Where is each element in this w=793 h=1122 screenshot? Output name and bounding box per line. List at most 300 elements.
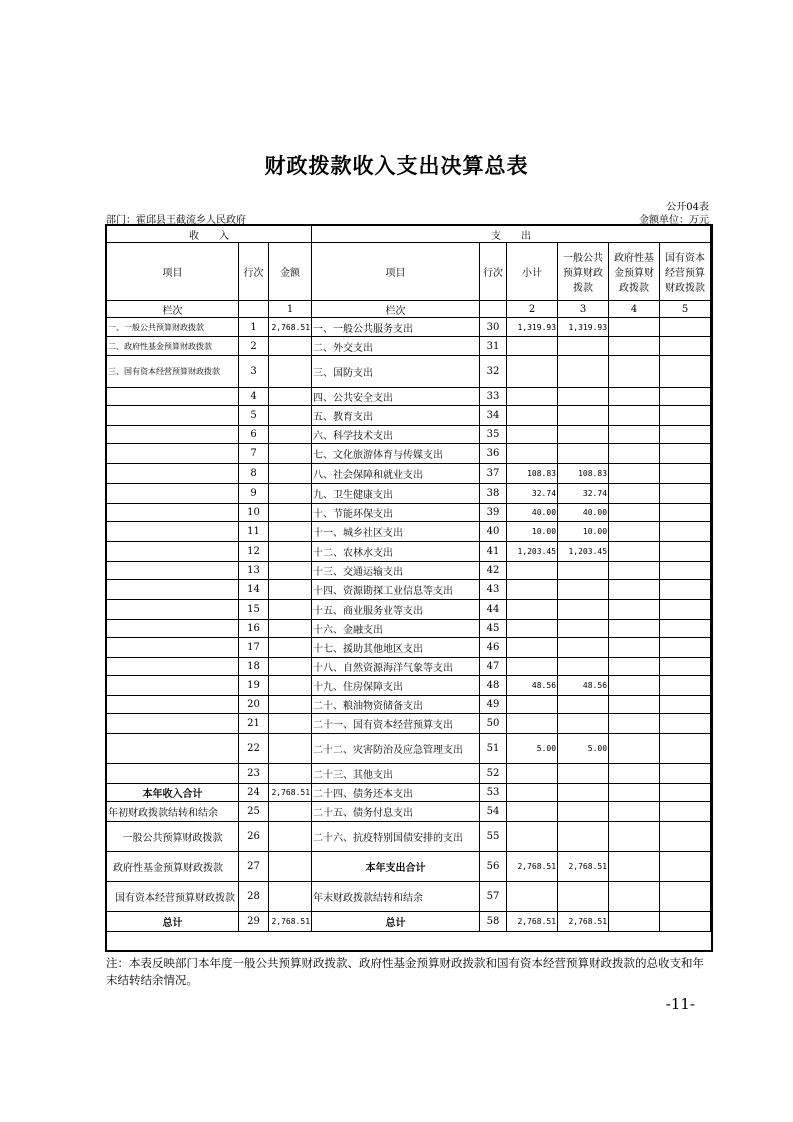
- income-item: [107, 444, 239, 464]
- table-row: [107, 764, 711, 784]
- unit-label: 金额单位：万元: [639, 215, 709, 226]
- expense-soe-capital: [660, 406, 711, 426]
- expense-row-number: 50: [480, 714, 507, 734]
- expense-row-number: 54: [480, 802, 507, 822]
- expense-row-number: 58: [480, 912, 507, 932]
- expense-row-number: 52: [480, 764, 507, 784]
- expense-row-number: 39: [480, 504, 507, 522]
- expense-subtotal: [507, 426, 558, 444]
- expense-general-budget: [558, 764, 609, 784]
- col-index-2: 2: [507, 301, 558, 318]
- expense-subtotal: [507, 638, 558, 658]
- expense-item: 七、文化旅游体育与传媒支出: [312, 444, 480, 464]
- table-row: [107, 388, 711, 406]
- expense-row-number: 41: [480, 542, 507, 562]
- expense-row-number: 43: [480, 580, 507, 600]
- income-item: 一、一般公共预算财政拨款: [107, 318, 239, 337]
- income-row-number: 22: [239, 734, 269, 764]
- expense-item: 二十、粮油物资储备支出: [312, 696, 480, 714]
- expense-general-budget: [558, 696, 609, 714]
- expense-gov-fund: [609, 912, 660, 932]
- expense-soe-capital: [660, 504, 711, 522]
- expense-subtotal: [507, 764, 558, 784]
- expense-soe-capital: [660, 522, 711, 542]
- income-item: [107, 638, 239, 658]
- expense-general-budget: 2,768.51: [558, 852, 609, 882]
- income-row-number: 17: [239, 638, 269, 658]
- expense-subtotal: 108.83: [507, 464, 558, 484]
- page-title: 财政拨款收入支出决算总表: [264, 153, 529, 178]
- expense-gov-fund: [609, 658, 660, 676]
- income-amount: [269, 388, 312, 406]
- expense-subtotal: [507, 580, 558, 600]
- expense-item: 八、社会保障和就业支出: [312, 464, 480, 484]
- expense-item: 年末财政拨款结转和结余: [312, 882, 480, 912]
- expense-gov-fund: [609, 388, 660, 406]
- col-index-5: 5: [660, 301, 711, 318]
- expense-subtotal: [507, 337, 558, 356]
- income-amount: [269, 638, 312, 658]
- expense-general-budget: [558, 406, 609, 426]
- table-row: [107, 734, 711, 764]
- col-index-label: 栏次: [107, 301, 239, 318]
- table-row: [107, 696, 711, 714]
- expense-subtotal: [507, 406, 558, 426]
- expense-soe-capital: [660, 464, 711, 484]
- income-item: 政府性基金预算财政拨款: [107, 852, 239, 882]
- expense-soe-capital: [660, 337, 711, 356]
- expense-item: 二十二、灾害防治及应急管理支出: [312, 734, 480, 764]
- income-row-number: 19: [239, 676, 269, 696]
- col-index-empty: [480, 301, 507, 318]
- income-amount: 2,768.51: [269, 784, 312, 802]
- expense-general-budget: 10.00: [558, 522, 609, 542]
- expense-soe-capital: [660, 318, 711, 337]
- income-row-number: 3: [239, 356, 269, 388]
- expense-row-number: 42: [480, 562, 507, 580]
- col-header-expense-item: 项目: [312, 243, 480, 301]
- expense-subtotal: [507, 562, 558, 580]
- expense-general-budget: [558, 638, 609, 658]
- income-amount: [269, 484, 312, 504]
- expense-item: 十九、住房保障支出: [312, 676, 480, 696]
- income-item: [107, 562, 239, 580]
- table-row: [107, 318, 711, 337]
- expense-subtotal: 32.74: [507, 484, 558, 504]
- income-amount: [269, 444, 312, 464]
- income-row-number: 25: [239, 802, 269, 822]
- expense-soe-capital: [660, 882, 711, 912]
- table-row: [107, 882, 711, 912]
- expense-general-budget: 5.00: [558, 734, 609, 764]
- income-amount: [269, 464, 312, 484]
- expense-soe-capital: [660, 388, 711, 406]
- expense-gov-fund: [609, 784, 660, 802]
- expense-subtotal: [507, 620, 558, 638]
- expense-general-budget: 40.00: [558, 504, 609, 522]
- income-row-number: 11: [239, 522, 269, 542]
- income-row-number: 1: [239, 318, 269, 337]
- expense-gov-fund: [609, 580, 660, 600]
- income-item: 三、国有资本经营预算财政拨款: [107, 356, 239, 388]
- expense-gov-fund: [609, 620, 660, 638]
- income-row-number: 14: [239, 580, 269, 600]
- expense-general-budget: 1,203.45: [558, 542, 609, 562]
- income-amount: [269, 406, 312, 426]
- expense-general-budget: [558, 580, 609, 600]
- page-number: -11-: [665, 995, 695, 1013]
- expense-soe-capital: [660, 426, 711, 444]
- expense-gov-fund: [609, 822, 660, 852]
- table-row: [107, 658, 711, 676]
- expense-subtotal: 5.00: [507, 734, 558, 764]
- expense-row-number: 48: [480, 676, 507, 696]
- income-item: [107, 734, 239, 764]
- income-row-number: 26: [239, 822, 269, 852]
- income-row-number: 27: [239, 852, 269, 882]
- table-row: [107, 852, 711, 882]
- expense-gov-fund: [609, 562, 660, 580]
- income-item: [107, 426, 239, 444]
- expense-row-number: 55: [480, 822, 507, 852]
- table-row: [107, 620, 711, 638]
- expense-general-budget: [558, 714, 609, 734]
- expense-item: 二十六、抗疫特别国债安排的支出: [312, 822, 480, 852]
- income-row-number: 23: [239, 764, 269, 784]
- income-amount: [269, 600, 312, 620]
- table-row: [107, 562, 711, 580]
- expense-item: 三、国防支出: [312, 356, 480, 388]
- col-header-general-budget: 一般公共预算财政拨款: [558, 243, 609, 301]
- income-item: [107, 600, 239, 620]
- expense-item: 二十三、其他支出: [312, 764, 480, 784]
- expense-general-budget: [558, 620, 609, 638]
- expense-item: 十八、自然资源海洋气象等支出: [312, 658, 480, 676]
- income-row-number: 21: [239, 714, 269, 734]
- income-amount: [269, 504, 312, 522]
- expense-soe-capital: [660, 542, 711, 562]
- expense-general-budget: [558, 562, 609, 580]
- expense-item: 一、一般公共服务支出: [312, 318, 480, 337]
- income-item: [107, 764, 239, 784]
- expense-subtotal: 1,203.45: [507, 542, 558, 562]
- table-row: [107, 444, 711, 464]
- income-row-number: 8: [239, 464, 269, 484]
- expense-gov-fund: [609, 882, 660, 912]
- expense-row-number: 38: [480, 484, 507, 504]
- income-row-number: 12: [239, 542, 269, 562]
- expense-soe-capital: [660, 638, 711, 658]
- expense-row-number: 45: [480, 620, 507, 638]
- expense-general-budget: 32.74: [558, 484, 609, 504]
- expense-subtotal: 1,319.93: [507, 318, 558, 337]
- income-item: [107, 658, 239, 676]
- expense-gov-fund: [609, 696, 660, 714]
- income-amount: [269, 734, 312, 764]
- table-row: [107, 426, 711, 444]
- expense-subtotal: [507, 696, 558, 714]
- expense-row-number: 44: [480, 600, 507, 620]
- expense-gov-fund: [609, 676, 660, 696]
- income-item: [107, 676, 239, 696]
- expense-gov-fund: [609, 484, 660, 504]
- table-row: [107, 464, 711, 484]
- table-row: [107, 784, 711, 802]
- income-amount: [269, 356, 312, 388]
- expense-item: 十五、商业服务业等支出: [312, 600, 480, 620]
- table-row: [107, 802, 711, 822]
- expense-general-budget: 2,768.51: [558, 912, 609, 932]
- expense-subtotal: 48.56: [507, 676, 558, 696]
- income-amount: [269, 882, 312, 912]
- expense-subtotal: 10.00: [507, 522, 558, 542]
- expense-gov-fund: [609, 356, 660, 388]
- expense-general-budget: [558, 388, 609, 406]
- table-row: [107, 822, 711, 852]
- expense-row-number: 32: [480, 356, 507, 388]
- expense-soe-capital: [660, 696, 711, 714]
- income-amount: [269, 802, 312, 822]
- income-amount: [269, 658, 312, 676]
- income-row-number: 2: [239, 337, 269, 356]
- expense-gov-fund: [609, 504, 660, 522]
- expense-gov-fund: [609, 852, 660, 882]
- income-item: [107, 522, 239, 542]
- expense-gov-fund: [609, 714, 660, 734]
- income-item: [107, 504, 239, 522]
- col-header-amount: 金额: [269, 243, 312, 301]
- department-label: 部门：霍邱县王截流乡人民政府: [106, 215, 246, 226]
- income-row-number: 9: [239, 484, 269, 504]
- income-item: [107, 542, 239, 562]
- expense-row-number: 47: [480, 658, 507, 676]
- expense-subtotal: [507, 444, 558, 464]
- expense-soe-capital: [660, 562, 711, 580]
- col-header-gov-fund: 政府性基金预算财政拨款: [609, 243, 660, 301]
- income-amount: [269, 852, 312, 882]
- col-index-empty: [239, 301, 269, 318]
- col-index-3: 3: [558, 301, 609, 318]
- expense-general-budget: [558, 882, 609, 912]
- income-row-number: 18: [239, 658, 269, 676]
- table-row: [107, 600, 711, 620]
- expense-item: 十二、农林水支出: [312, 542, 480, 562]
- expense-row-number: 51: [480, 734, 507, 764]
- income-amount: [269, 764, 312, 784]
- expense-subtotal: 2,768.51: [507, 912, 558, 932]
- expense-gov-fund: [609, 444, 660, 464]
- expense-item: 十七、援助其他地区支出: [312, 638, 480, 658]
- income-row-number: 13: [239, 562, 269, 580]
- income-row-number: 4: [239, 388, 269, 406]
- expense-row-number: 57: [480, 882, 507, 912]
- expense-subtotal: [507, 714, 558, 734]
- income-row-number: 15: [239, 600, 269, 620]
- expense-general-budget: 1,319.93: [558, 318, 609, 337]
- expense-item: 二十一、国有资本经营预算支出: [312, 714, 480, 734]
- income-item: 二、政府性基金预算财政拨款: [107, 337, 239, 356]
- expense-subtotal: [507, 802, 558, 822]
- expense-general-budget: [558, 356, 609, 388]
- table-note: 注：本表反映部门本年度一般公共预算财政拨款、政府性基金预算财政拨款和国有资本经营预算财政拨款的总收支和年末结转结余情况。: [106, 956, 704, 987]
- income-item: [107, 464, 239, 484]
- expense-gov-fund: [609, 638, 660, 658]
- expense-subtotal: [507, 822, 558, 852]
- expense-subtotal: [507, 388, 558, 406]
- expense-gov-fund: [609, 464, 660, 484]
- income-amount: [269, 426, 312, 444]
- expense-soe-capital: [660, 676, 711, 696]
- expense-row-number: 46: [480, 638, 507, 658]
- expense-row-number: 31: [480, 337, 507, 356]
- col-index-1: 1: [269, 301, 312, 318]
- income-amount: [269, 580, 312, 600]
- income-item: 本年收入合计: [107, 784, 239, 802]
- expense-soe-capital: [660, 484, 711, 504]
- income-row-number: 24: [239, 784, 269, 802]
- expense-general-budget: 108.83: [558, 464, 609, 484]
- expense-general-budget: [558, 444, 609, 464]
- expense-row-number: 33: [480, 388, 507, 406]
- expense-general-budget: [558, 658, 609, 676]
- income-amount: [269, 696, 312, 714]
- income-row-number: 10: [239, 504, 269, 522]
- income-item: [107, 580, 239, 600]
- income-row-number: 6: [239, 426, 269, 444]
- expense-item: 九、卫生健康支出: [312, 484, 480, 504]
- expense-soe-capital: [660, 714, 711, 734]
- expense-soe-capital: [660, 620, 711, 638]
- table-row: [107, 337, 711, 356]
- income-amount: [269, 522, 312, 542]
- income-amount: [269, 337, 312, 356]
- expense-gov-fund: [609, 522, 660, 542]
- income-item: 一般公共预算财政拨款: [107, 822, 239, 852]
- table-row: [107, 504, 711, 522]
- expense-item: 本年支出合计: [312, 852, 480, 882]
- expense-soe-capital: [660, 784, 711, 802]
- expense-soe-capital: [660, 912, 711, 932]
- income-section-header: 收 入: [107, 226, 312, 243]
- table-row: [107, 356, 711, 388]
- income-item: 国有资本经营预算财政拨款: [107, 882, 239, 912]
- expense-section-header: 支 出: [312, 226, 711, 243]
- income-amount: [269, 714, 312, 734]
- expense-soe-capital: [660, 600, 711, 620]
- income-amount: 2,768.51: [269, 912, 312, 932]
- income-item: [107, 406, 239, 426]
- table-row: [107, 676, 711, 696]
- col-header-income-item: 项目: [107, 243, 239, 301]
- expense-row-number: 35: [480, 426, 507, 444]
- expense-gov-fund: [609, 734, 660, 764]
- expense-subtotal: 40.00: [507, 504, 558, 522]
- income-row-number: 16: [239, 620, 269, 638]
- expense-item: 四、公共安全支出: [312, 388, 480, 406]
- income-amount: 2,768.51: [269, 318, 312, 337]
- expense-row-number: 36: [480, 444, 507, 464]
- expense-item: 十三、交通运输支出: [312, 562, 480, 580]
- income-item: [107, 714, 239, 734]
- col-header-expense-row: 行次: [480, 243, 507, 301]
- income-amount: [269, 542, 312, 562]
- expense-gov-fund: [609, 337, 660, 356]
- expense-general-budget: [558, 784, 609, 802]
- expense-row-number: 34: [480, 406, 507, 426]
- expense-item: 十六、金融支出: [312, 620, 480, 638]
- table-row: [107, 638, 711, 658]
- expense-item: 十一、城乡社区支出: [312, 522, 480, 542]
- expense-general-budget: [558, 822, 609, 852]
- col-header-subtotal: 小计: [507, 243, 558, 301]
- expense-row-number: 30: [480, 318, 507, 337]
- expense-item: 二十五、债务付息支出: [312, 802, 480, 822]
- col-header-soe-capital: 国有资本经营预算财政拨款: [660, 243, 711, 301]
- expense-general-budget: [558, 802, 609, 822]
- expense-gov-fund: [609, 426, 660, 444]
- expense-gov-fund: [609, 318, 660, 337]
- expense-subtotal: [507, 658, 558, 676]
- expense-subtotal: [507, 356, 558, 388]
- table-row: [107, 580, 711, 600]
- expense-soe-capital: [660, 764, 711, 784]
- income-item: [107, 620, 239, 638]
- table-row: [107, 406, 711, 426]
- expense-general-budget: [558, 426, 609, 444]
- expense-subtotal: [507, 600, 558, 620]
- table-row: [107, 542, 711, 562]
- expense-row-number: 37: [480, 464, 507, 484]
- expense-item: 二、外交支出: [312, 337, 480, 356]
- expense-soe-capital: [660, 658, 711, 676]
- col-index-4: 4: [609, 301, 660, 318]
- expense-soe-capital: [660, 802, 711, 822]
- table-code: 公开04表: [666, 202, 709, 213]
- income-item: [107, 484, 239, 504]
- expense-row-number: 40: [480, 522, 507, 542]
- income-item: 年初财政拨款结转和结余: [107, 802, 239, 822]
- expense-row-number: 56: [480, 852, 507, 882]
- fiscal-summary-table: [106, 225, 711, 932]
- expense-gov-fund: [609, 802, 660, 822]
- expense-subtotal: [507, 784, 558, 802]
- income-row-number: 28: [239, 882, 269, 912]
- expense-item: 总计: [312, 912, 480, 932]
- col-index-label: 栏次: [312, 301, 480, 318]
- income-item: [107, 696, 239, 714]
- expense-gov-fund: [609, 406, 660, 426]
- table-row: [107, 522, 711, 542]
- income-row-number: 20: [239, 696, 269, 714]
- expense-row-number: 49: [480, 696, 507, 714]
- expense-soe-capital: [660, 822, 711, 852]
- expense-subtotal: [507, 882, 558, 912]
- expense-item: 十四、资源勘探工业信息等支出: [312, 580, 480, 600]
- income-amount: [269, 620, 312, 638]
- expense-soe-capital: [660, 356, 711, 388]
- table-row: [107, 714, 711, 734]
- expense-general-budget: 48.56: [558, 676, 609, 696]
- income-amount: [269, 822, 312, 852]
- table-row: [107, 912, 711, 932]
- expense-item: 二十四、债务还本支出: [312, 784, 480, 802]
- expense-item: 十、节能环保支出: [312, 504, 480, 522]
- expense-gov-fund: [609, 764, 660, 784]
- expense-gov-fund: [609, 542, 660, 562]
- expense-subtotal: 2,768.51: [507, 852, 558, 882]
- income-amount: [269, 562, 312, 580]
- expense-row-number: 53: [480, 784, 507, 802]
